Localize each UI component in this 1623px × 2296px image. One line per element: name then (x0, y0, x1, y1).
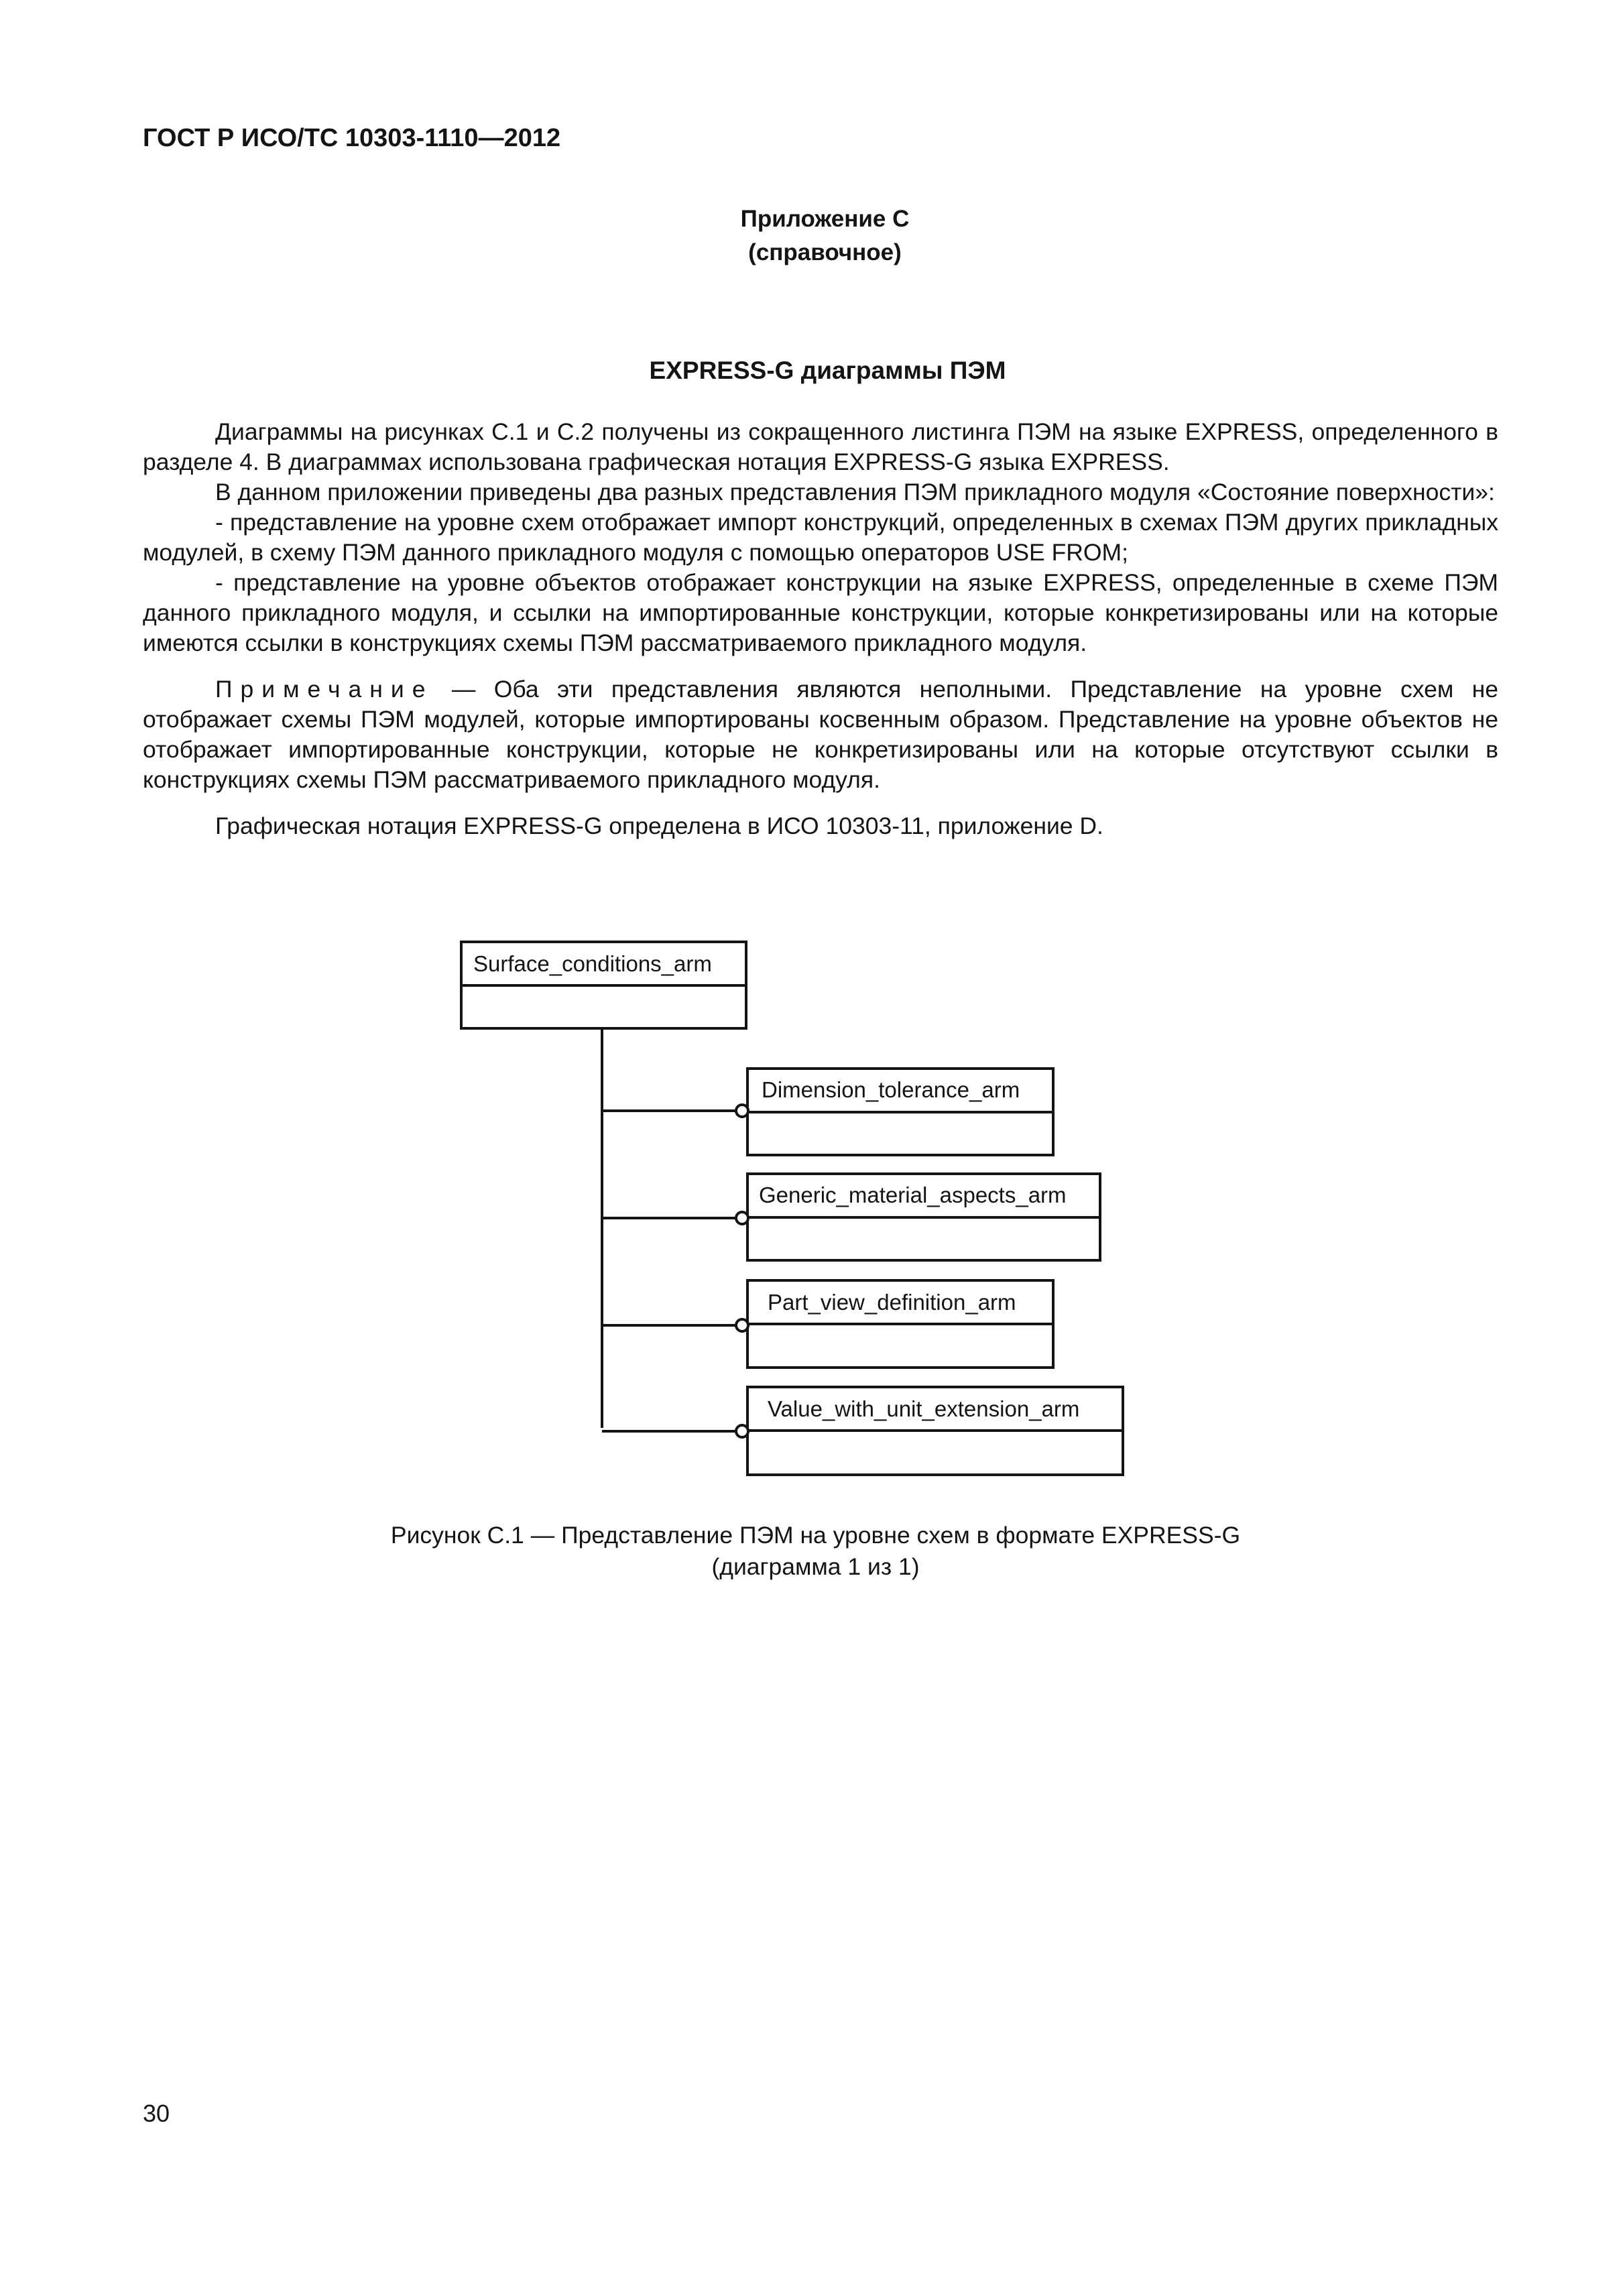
figure-caption (0, 1520, 1623, 1583)
appendix-status: (справочное) (748, 239, 902, 265)
schema-label-1: Dimension_tolerance_arm (762, 1077, 1020, 1102)
use-from-circle-4 (736, 1425, 748, 1437)
appendix-title: Приложение С (740, 206, 910, 232)
caption-line-2: (диаграмма 1 из 1) (711, 1553, 920, 1580)
use-from-circle-1 (736, 1105, 748, 1117)
document-header: ГОСТ Р ИСО/ТС 10303-1110—2012 (143, 124, 561, 152)
schema-label-4: Value_with_unit_extension_arm (768, 1396, 1080, 1421)
use-from-circle-2 (736, 1212, 748, 1224)
schema-label-2: Generic_material_aspects_arm (759, 1183, 1067, 1207)
paragraph-1: Диаграммы на рисунках С.1 и С.2 получены из сокращенного листинга ПЭМ на языке EXPRESS, определенного в разделе 4. В диаграммах использована графическая нотация EXPRESS-G языка EXPRESS. (143, 418, 1498, 475)
paragraph-5: Графическая нотация EXPRESS-G определена в ИСО 10303-11, приложение D. (215, 812, 1103, 839)
section-title-text: EXPRESS-G диаграммы ПЭМ (649, 357, 1006, 384)
page-number: 30 (143, 2100, 170, 2127)
paragraph-3: - представление на уровне схем отображает импорт конструкций, определенных в схемах ПЭМ других прикладных модулей, в схему ПЭМ данного прикладного модуля с помощью операторов USE FROM; (143, 509, 1498, 566)
note-text: — Оба эти представления являются неполными. Представление на уровне схем не отображает схемы ПЭМ модулей, которые импортированы косвенным образом. Представление на уровне объектов не отображает импортированные конструкции, которые не конкретизированы или на которые отсутствуют ссылки в конструкциях схемы ПЭМ рассматриваемого прикладного модуля. (143, 676, 1498, 793)
use-from-circle-3 (736, 1319, 748, 1331)
caption-line-1: Рисунок С.1 — Представление ПЭМ на уровне схем в формате EXPRESS-G (390, 1522, 1241, 1549)
note-label: Примечание (215, 676, 434, 703)
schema-label-3: Part_view_definition_arm (768, 1290, 1016, 1315)
root-schema-label: Surface_conditions_arm (473, 951, 712, 976)
paragraph-4: - представление на уровне объектов отображает конструкции на языке EXPRESS, определенные в схеме ПЭМ данного прикладного модуля, и ссылки на импортированные конструкции, которые конкретизированы или на которые имеются ссылки в конструкциях схемы ПЭМ рассматриваемого прикладного модуля. (143, 569, 1498, 656)
paragraph-2: В данном приложении приведены два разных представления ПЭМ прикладного модуля «Состояние поверхности»: (215, 479, 1495, 505)
